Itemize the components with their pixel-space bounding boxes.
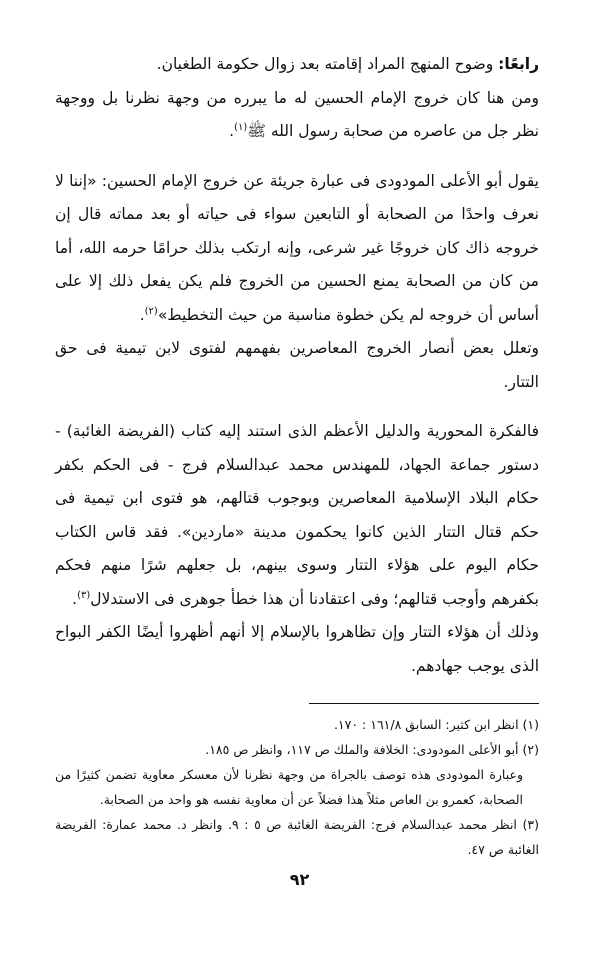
footnote-2: (٢) أبو الأعلى المودودى: الخلافة والملك ص ١١٧، وانظر ص ١٨٥. [205, 742, 539, 757]
footnotes [55, 712, 539, 862]
paragraph-text: وضوح المنهج المراد إقامته بعد زوال حكومة الطغيان. [156, 55, 499, 73]
paragraph-text: وتعلل بعض أنصار الخروج المعاصرين بفهمهم لفتوى لابن تيمية فى حق التتار. [55, 339, 539, 391]
paragraph-2 [55, 82, 539, 149]
paragraph-text: وذلك أن هؤلاء التتار وإن تظاهروا بالإسلام إلا أنهم أظهروا أيضًا الكفر البواح الذى يوجب جهادهم. [55, 623, 539, 675]
paragraph-text: ومن هنا كان خروج الإمام الحسين له ما يبرره من وجهة نظرنا بل ووجهة نظر جل من عاصره من صحابة رسول الله ﷺ [55, 88, 539, 140]
footnote-3: (٣) انظر محمد عبدالسلام فرج: الفريضة الغائبة ص ٥ : ٩. وانظر د. محمد عمارة: الفريضة الغائبة ص ٤٧. [55, 817, 539, 857]
footnote-reference[interactable]: (١) [234, 121, 248, 133]
paragraph-6 [55, 616, 539, 683]
paragraph-lead: رابعًا: [498, 55, 539, 73]
paragraph-1 [55, 48, 539, 82]
paragraph-end: . [139, 305, 145, 324]
paragraph-end: . [72, 589, 78, 608]
paragraph-3 [55, 165, 539, 333]
footnote-reference[interactable]: (٢) [144, 305, 158, 317]
footnote-reference[interactable]: (٣) [77, 589, 91, 601]
main-text [55, 48, 539, 683]
footnote-divider [309, 703, 539, 704]
paragraph-end: . [229, 122, 235, 140]
page-number: ٩٢ [289, 870, 310, 889]
paragraph-text: يقول أبو الأعلى المودودى فى عبارة جريئة عن خروج الإمام الحسين: «إننا لا نعرف واحدًا من الصحابة أو التابعين سواء فى حياته أو بعد مماته قال إن خروجه ذاك كان خروجًا غير شرعى، وإنه ارتكب بذلك حرامًا حرمه الله، أما من كان من الصحابة يمنع الحسين من الخروج فلم يكن يفعل ذلك إلا على أساس أن خروجه لم يكن خطوة مناسبة من حيث التخطيط» [55, 171, 539, 324]
paragraph-5 [55, 415, 539, 616]
footnote-1: (١) انظر ابن كثير: السابق ١٦١/٨ : ١٧٠. [333, 717, 539, 732]
footnote-2-continuation: وعبارة المودودى هذه توصف بالجراة من وجهة نظرنا لأن معسكر معاوية تضمن كثيرًا من الصحابة، كعمرو بن العاص مثلاً هذا فضلاً عن أن معاوية نفسه هو واحد من الصحابة. [55, 767, 523, 807]
paragraph-4 [55, 332, 539, 399]
paragraph-text: فالفكرة المحورية والدليل الأعظم الذى استند إليه كتاب (الفريضة الغائبة) - دستور جماعة الجهاد، للمهندس محمد عبدالسلام فرج - فى الحكم بكفر حكام البلاد الإسلامية المعاصرين وبوجوب قتالهم، هو فتوى ابن تيمية فى حكم قتال التتار الذين كانوا يحكمون مدينة «ماردين». فقد قاس الكتاب حكام اليوم على هؤلاء التتار وسوى بينهم، بل جعلهم شرًا منهم فحكم بكفرهم وأوجب قتالهم؛ وفى اعتقادنا أن هذا خطأ جوهرى فى الاستدلال [55, 422, 539, 608]
